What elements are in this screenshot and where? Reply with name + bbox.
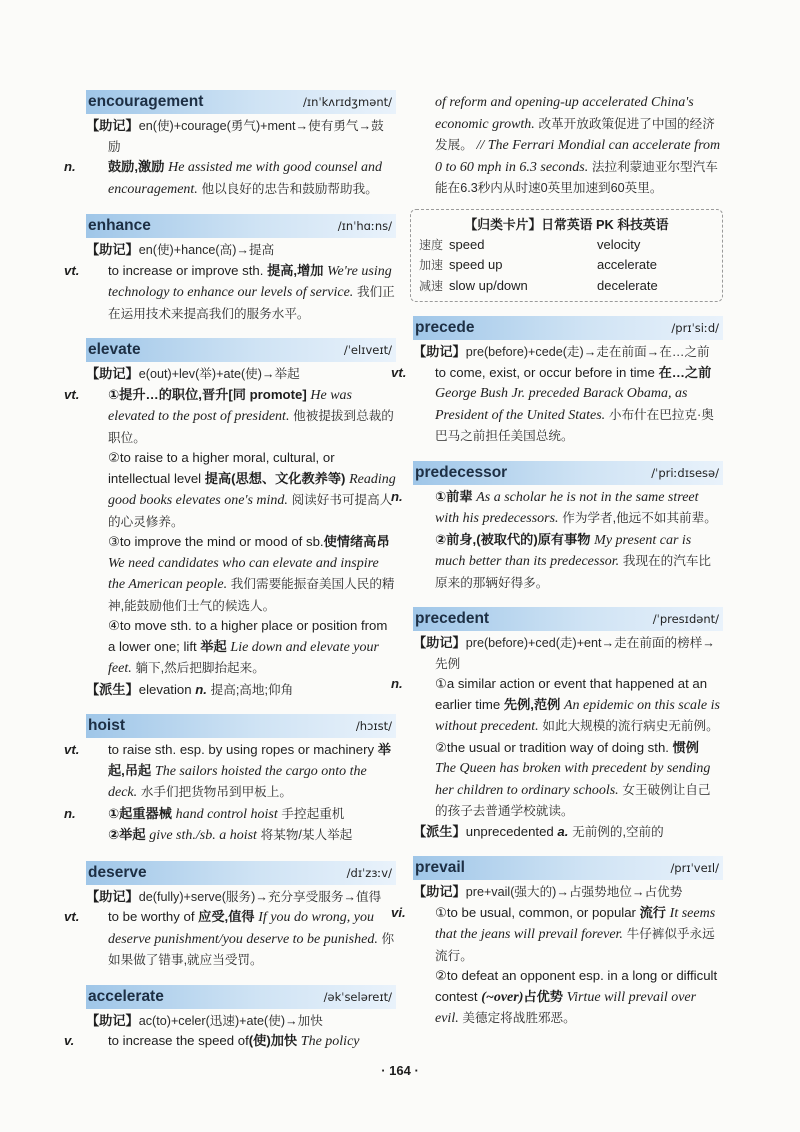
sense-2: ②the usual or tradition way of doing sth. 惯例 The Queen has broken with precedent by sending her children to ordinary schools. 女王破例让自己的孩子去普通学校就读。 (435, 739, 711, 818)
definition: n. 鼓励,激励 He assisted me with good counsel and encouragement. 他以良好的忠告和鼓励帮助我。 (64, 159, 382, 197)
entry-predecessor (391, 461, 723, 594)
sense-3: ③to improve the mind or mood of sb.使情绪高昂 We need candidates who can elevate and inspire the American people. 我们需要能振奋美国人民的精神,能鼓励他们士气的候选人。 (108, 534, 395, 613)
entry-prevail (391, 856, 723, 1030)
sense-2: ②to raise to a higher moral, cultural, or intellectual level 提高(思想、文化教养等) Reading good books elevates one's mind. 阅读好书可提高人的心灵修养。 (108, 450, 396, 529)
definition: v. to increase the speed of(使)加快 The policy (64, 1033, 360, 1049)
mnemonic: 【助记】de(fully)+serve(服务)→充分享受服务→值得 (86, 888, 382, 904)
pronunciation: /ɪnˈhɑːns/ (337, 219, 392, 233)
entry-precedent (391, 607, 723, 842)
sense-1: n. ①起重器械 hand control hoist 手控起重机 (64, 805, 345, 822)
entry-accelerate-continued (413, 92, 723, 199)
pronunciation: /prɪˈveɪl/ (670, 861, 719, 875)
headword: elevate (88, 341, 141, 358)
headword: encouragement (88, 93, 204, 110)
definition: vt. to come, exist, or occur before in time 在…之前 George Bush Jr. preceded Barack Obama, as President of the United States. 小布什在巴拉克·奥巴马之前担任美国总统。 (391, 364, 714, 443)
entry-enhance (64, 214, 396, 324)
mnemonic: 【助记】en(使)+courage(勇气)+ment→使有勇气→鼓励 (86, 118, 384, 154)
card-row: 速度 speed velocity (419, 236, 641, 252)
pronunciation: /əkˈseləreɪt/ (323, 989, 392, 1004)
entry-encouragement (64, 90, 396, 200)
mnemonic: 【助记】pre+vail(强大的)→占强势地位→占优势 (413, 884, 683, 899)
card-row: 减速 slow up/down decelerate (419, 277, 658, 293)
headword: precedent (415, 610, 490, 627)
entry-accelerate (64, 985, 396, 1053)
mnemonic: 【助记】pre(before)+cede(走)→走在前面→在…之前 (413, 344, 710, 359)
left-column (64, 90, 396, 1067)
headword-bar (413, 461, 723, 485)
headword-bar (86, 714, 396, 738)
headword-bar (413, 856, 723, 880)
headword-bar (413, 316, 723, 340)
sense-2: ②前身,(被取代的)原有事物 My present car is much better than its predecessor. 我现在的汽车比原来的那辆好得多。 (435, 531, 712, 590)
pronunciation: /ˈpresɪdənt/ (652, 612, 719, 626)
sense-1: n. ①前辈 As a scholar he is not in the same street with his predecessors. 作为学者,他远不如其前辈。 (391, 488, 717, 526)
card-title: 【归类卡片】日常英语 PK 科技英语 (464, 216, 669, 232)
headword-bar (86, 214, 396, 238)
entry-hoist (64, 714, 396, 847)
derivative: 【派生】elevation n. 提高;高地;仰角 (86, 681, 294, 697)
mnemonic: 【助记】pre(before)+ced(走)+ent→走在前面的榜样→先例 (413, 635, 715, 671)
sense-4: ④to move sth. to a higher place or position from a lower one; lift 举起 Lie down and elevate your feet. 躺下,然后把脚抬起来。 (108, 618, 388, 676)
derivative: 【派生】unprecedented a. 无前例的,空前的 (413, 823, 664, 839)
entry-elevate (64, 338, 396, 700)
card-row: 加速 speed up accelerate (419, 257, 657, 272)
headword: predecessor (415, 463, 508, 481)
headword-bar (413, 607, 723, 631)
headword-bar (86, 90, 396, 114)
sense-2: ②to defeat an opponent esp. in a long or difficult contest (~over)占优势 Virtue will prevail over evil. 美德定将战胜邪恶。 (435, 968, 718, 1026)
sense-1: vi. ①to be usual, common, or popular 流行 It seems that the jeans will prevail forever. 牛仔裤似乎永远流行。 (391, 904, 716, 963)
pronunciation: /ɪnˈkʌrɪdʒmənt/ (303, 95, 392, 109)
page-number: · 164 · (381, 1063, 419, 1078)
headword: prevail (415, 859, 465, 876)
sense-1: vt. ①提升…的职位,晋升[同 promote] He was elevated to the post of president. 他被提拔到总裁的职位。 (64, 386, 394, 445)
category-card (410, 209, 723, 303)
pronunciation: /ˈelɪveɪt/ (343, 343, 392, 357)
pronunciation: /dɪˈzɜːv/ (346, 865, 392, 880)
mnemonic: 【助记】e(out)+lev(举)+ate(使)→举起 (86, 366, 300, 381)
headword: accelerate (88, 987, 164, 1005)
mnemonic: 【助记】ac(to)+celer(迅速)+ate(使)→加快 (86, 1012, 323, 1028)
definition: vt. to raise sth. esp. by using ropes or machinery 举起,吊起 The sailors hoisted the cargo onto the deck. 水手们把货物吊到甲板上。 (64, 742, 391, 800)
entry-precede (391, 316, 723, 447)
headword-bar (86, 985, 396, 1009)
headword-bar (86, 338, 396, 362)
right-column (391, 92, 723, 1044)
pronunciation: /hɔɪst/ (355, 719, 392, 733)
pronunciation: /ˈpriːdɪsesə/ (651, 465, 719, 480)
pronunciation: /prɪˈsiːd/ (671, 321, 719, 335)
headword: deserve (88, 863, 147, 881)
headword: precede (415, 319, 475, 336)
headword-bar (86, 861, 396, 885)
headword: enhance (88, 217, 151, 234)
definition: vt. to be worthy of 应受,值得 If you do wrong, you deserve punishment/you deserve to be punished. 你如果做了错事,就应当受罚。 (64, 909, 395, 967)
headword: hoist (88, 717, 126, 734)
sense-1: n. ①a similar action or event that happened at an earlier time 先例,范例 An epidemic on this scale is without precedent. 如此大规模的流行病史无前例。 (391, 676, 720, 734)
mnemonic: 【助记】en(使)+hance(高)→提高 (86, 242, 275, 257)
definition: vt. to increase or improve sth. 提高,增加 We're using technology to enhance our levels of service. 我们正在运用技术来提高我们的服务水平。 (64, 262, 395, 321)
sense-2: ②举起 give sth./sb. a hoist 将某物/某人举起 (108, 827, 353, 843)
example-continued: of reform and opening-up accelerated China's economic growth. 改革开放政策促进了中国的经济发展。 // The Ferrari Mondial can accelerate from 0 to 60 mph in 6.3 seconds. 法拉利蒙迪亚尔型汽车能在6.3秒内从时速0英里加速到60英里。 (435, 95, 721, 195)
entry-deserve (64, 861, 396, 971)
